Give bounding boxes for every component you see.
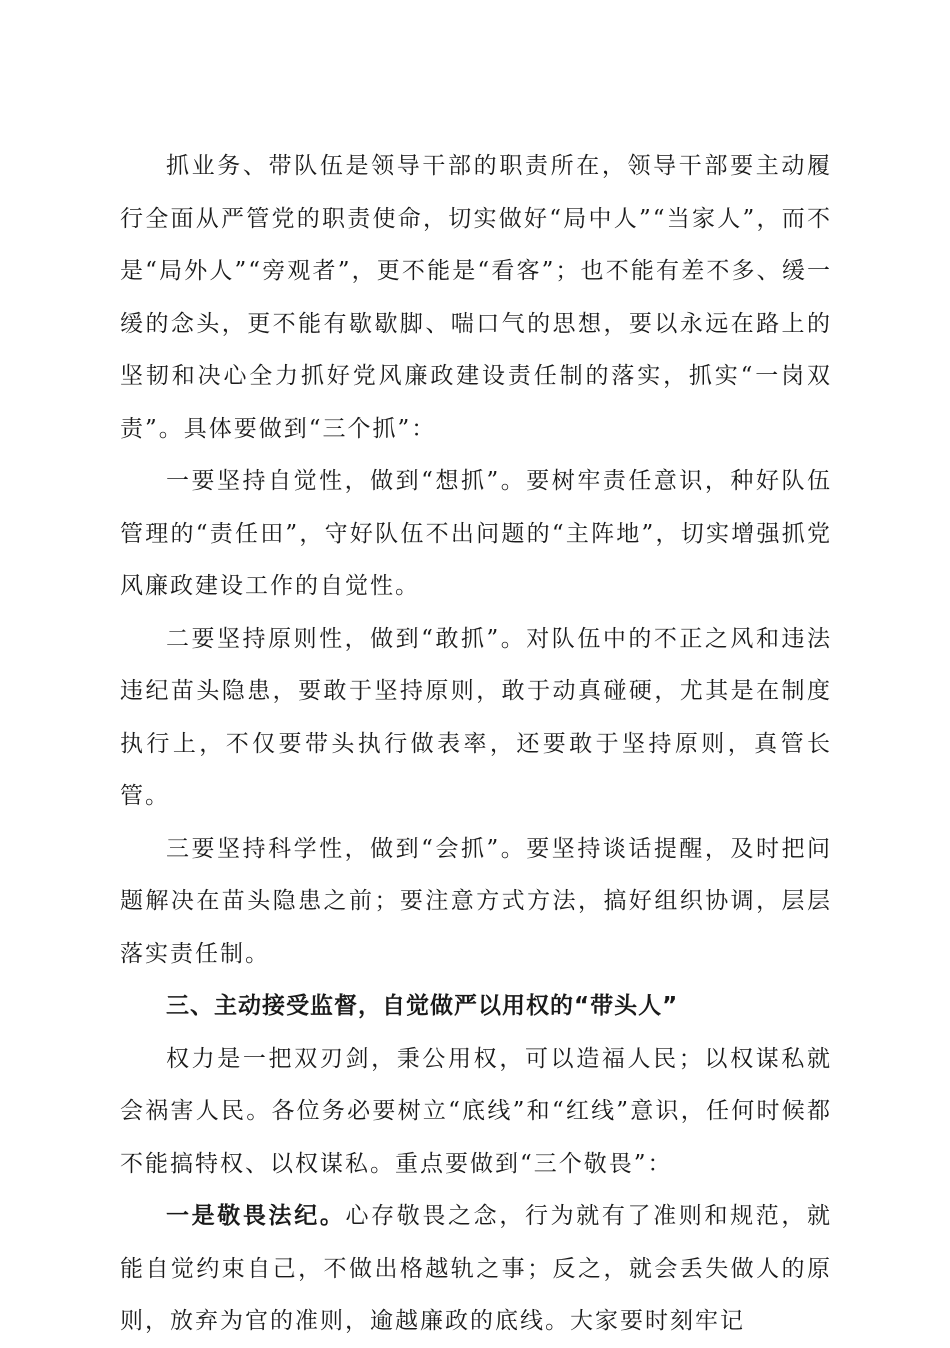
paragraph-able-to-grasp: 三要坚持科学性，做到“会抓”。要坚持谈话提醒，及时把问题解决在苗头隐患之前；要注意方式方法，搞好组织协调，层层落实责任制。 xyxy=(120,835,832,967)
paragraph-want-to-grasp: 一要坚持自觉性，做到“想抓”。要树牢责任意识，种好队伍管理的“责任田”，守好队伍不出问题的“主阵地”，切实增强抓党风廉政建设工作的自觉性。 xyxy=(120,468,832,599)
paragraph-responsibility: 抓业务、带队伍是领导干部的职责所在，领导干部要主动履行全面从严管党的职责使命，切实做好“局中人”“当家人”，而不是“局外人”“旁观者”，更不能是“看客”；也不能有差不多、缓一缓的念头，更不能有歇歇脚、喘口气的思想，要以永远在路上的坚韧和决心全力抓好党风廉政建设责任制的落实，抓实“一岗双责”。具体要做到“三个抓”： xyxy=(120,153,832,442)
document-body xyxy=(120,140,832,1348)
paragraph-body-text: 心存敬畏之念，行为就有了准则和规范，就能自觉约束自己，不做出格越轨之事；反之，就会丢失做人的原则，放弃为官的准则，逾越廉政的底线。大家要时刻牢记 xyxy=(120,1203,833,1334)
section-heading-supervision: 三、主动接受监督，自觉做严以用权的“带头人” xyxy=(166,993,679,1019)
paragraph-power: 权力是一把双刃剑，秉公用权，可以造福人民；以权谋私就会祸害人民。各位务必要树立“底线”和“红线”意识，任何时候都不能搞特权、以权谋私。重点要做到“三个敬畏”： xyxy=(120,1045,832,1177)
paragraph-revere-law xyxy=(120,1190,832,1348)
paragraph-dare-to-grasp: 二要坚持原则性，做到“敢抓”。对队伍中的不正之风和违法违纪苗头隐患，要敢于坚持原则，敢于动真碰硬，尤其是在制度执行上，不仅要带头执行做表率，还要敢于坚持原则，真管长管。 xyxy=(120,625,832,809)
paragraph-lead-phrase: 一是敬畏法纪。 xyxy=(166,1202,346,1229)
